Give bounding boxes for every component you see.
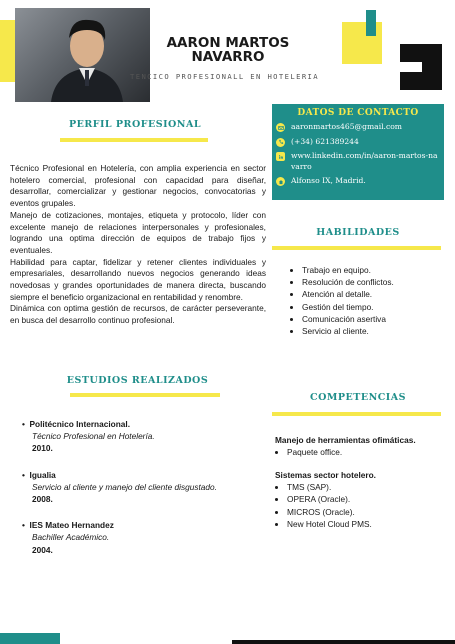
estudio-school: IES Mateo Hernandez xyxy=(29,520,114,531)
perfil-paragraph: Habilidad para captar, fidelizar y retener clientes individuales y empresariales, desarrollando nuevos negocios generando ideas novedosas y grandes oportunidades de manera directa, buscando siempre el beneficio organizacional en rentabilidad y renombre. xyxy=(10,256,266,302)
contact-email[interactable]: aaronmartos465@gmail.com xyxy=(291,122,402,131)
list-item: • New Hotel Cloud PMS. xyxy=(287,518,445,530)
contact-email-row xyxy=(276,122,438,133)
habilidades-list xyxy=(290,264,452,337)
list-item: • Servicio al cliente. xyxy=(302,325,452,337)
contact-phone[interactable]: (+34) 621389244 xyxy=(291,136,359,146)
contact-linkedin-row xyxy=(276,151,438,172)
estudio-school: Politécnico Internacional. xyxy=(29,419,131,429)
habilidades-title: HABILIDADES xyxy=(316,227,400,238)
estudio-year: 2004. xyxy=(32,544,53,555)
estudio-item: • Politécnico Internacional. Técnico Profesional en Hotelería. 2010. xyxy=(22,418,267,455)
competencias-title: COMPETENCIAS xyxy=(310,392,406,403)
estudio-school: Igualia xyxy=(29,469,56,480)
estudios-underline xyxy=(70,393,220,397)
list-item: • Gestión del tiempo. xyxy=(302,301,452,313)
estudios-title: ESTUDIOS REALIZADOS xyxy=(66,375,209,386)
habilidades-underline xyxy=(272,246,441,250)
list-item: • Comunicación asertiva xyxy=(302,313,452,325)
footer-black-bar xyxy=(232,640,455,644)
list-item: • Resolución de conflictos. xyxy=(302,276,452,288)
list-item: • Atención al detalle. xyxy=(302,288,452,300)
profile-photo xyxy=(15,8,150,102)
yellow-block-top-right xyxy=(342,22,382,64)
list-item: • OPERA (Oracle). xyxy=(287,493,445,505)
list-item: • MICROS (Oracle). xyxy=(287,506,445,518)
list-item: • TMS (SAP). xyxy=(287,481,445,493)
home-icon xyxy=(276,177,285,186)
competencia-group-list xyxy=(275,446,445,458)
contact-phone-row xyxy=(276,137,438,148)
list-item: • Paquete office. xyxy=(287,446,445,458)
contact-address: Alfonso IX, Madrid. xyxy=(291,176,366,185)
competencia-group-list xyxy=(275,481,445,530)
competencias-list xyxy=(275,434,445,530)
email-icon xyxy=(276,123,285,132)
contact-linkedin[interactable]: www.linkedin.com/in/aaron-martos-navarro xyxy=(291,151,438,171)
estudio-year: 2008. xyxy=(32,494,53,505)
contact-address-row xyxy=(276,176,438,187)
teal-bar-top-right xyxy=(366,10,376,36)
linkedin-icon xyxy=(276,152,285,161)
estudio-degree: Servicio al cliente y manejo del cliente disgustado. xyxy=(32,481,217,492)
competencia-heading: Manejo de herramientas ofimáticas. xyxy=(275,435,416,445)
contact-title: DATOS DE CONTACTO xyxy=(297,108,419,118)
perfil-paragraph: Dinámica con optima gestión de recursos, de carácter perseverante, en busca del desarrollo continuo profesional. xyxy=(10,303,266,326)
estudio-year: 2010. xyxy=(32,443,53,454)
perfil-text xyxy=(10,163,266,327)
estudios-list xyxy=(22,418,267,556)
estudio-item: • IES Mateo Hernandez Bachiller Académico. 2004. xyxy=(22,519,267,556)
candidate-name: AARON MARTOS NAVARRO xyxy=(166,35,290,65)
candidate-subtitle: TENCICO PROFESIONALL EN HOTELERIA xyxy=(130,72,319,81)
contact-box xyxy=(272,104,444,200)
competencias-underline xyxy=(272,412,441,416)
perfil-paragraph: Técnico Profesional en Hotelería, con amplia experiencia en sector hotelero comercial, profesional con capacidad para diseñar, desarrollar, comercializar y gestionar negocios, convocatorias y eventos grupales. xyxy=(10,163,266,209)
estudio-item: • Igualia Servicio al cliente y manejo del cliente disgustado. 2008. xyxy=(22,469,267,506)
perfil-title: PERFIL PROFESIONAL xyxy=(68,119,202,130)
list-item: • Trabajo en equipo. xyxy=(302,264,452,276)
black-corner-cutout xyxy=(400,62,422,72)
competencia-heading: Sistemas sector hotelero. xyxy=(275,470,376,481)
estudio-degree: Técnico Profesional en Hotelería. xyxy=(32,431,155,442)
perfil-paragraph: Manejo de cotizaciones, montajes, etiqueta y protocolo, líder con excelente manejo de relaciones interpersonales y profesionales, logrando una optima dirección de equipos de trabajo fijos y eventuales. xyxy=(10,209,266,255)
estudio-degree: Bachiller Académico. xyxy=(32,532,110,543)
perfil-underline xyxy=(60,138,208,142)
phone-icon xyxy=(276,138,285,147)
footer-teal-bar xyxy=(0,633,60,644)
